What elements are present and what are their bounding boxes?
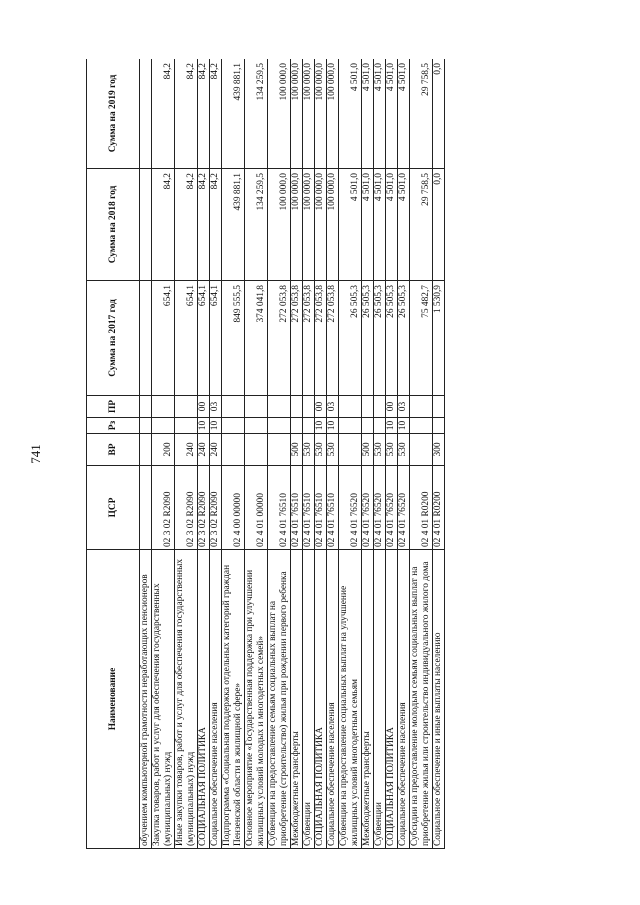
cell-pr: 03 (398, 396, 410, 418)
table-row (362, 59, 374, 849)
cell-2018: 439 881,1 (222, 169, 245, 281)
cell-2017: 272 053,8 (268, 281, 291, 396)
cell-pr: 00 (198, 396, 210, 418)
cell-2017: 26 505,3 (386, 281, 398, 396)
cell-2017 (140, 281, 152, 396)
cell-2018: 29 758,5 (410, 169, 433, 281)
cell-name: Межбюджетные трансферты (362, 550, 374, 849)
cell-2018: 4 501,0 (374, 169, 386, 281)
cell-name: Иные закупки товаров, работ и услуг для обеспечения государственных (муниципальных) нужд (175, 550, 198, 849)
cell-2018: 100 000,0 (315, 169, 327, 281)
cell-rz (222, 418, 245, 434)
cell-pr (245, 396, 268, 418)
cell-2019: 4 501,0 (362, 59, 374, 169)
cell-csr: 02 4 01 76510 (303, 466, 315, 550)
rotated-table-area (86, 59, 578, 849)
header-rz: Рз (87, 418, 140, 434)
header-pr: ПР (87, 396, 140, 418)
cell-2019: 84,2 (210, 59, 222, 169)
table-row (398, 59, 410, 849)
cell-pr (268, 396, 291, 418)
cell-vr: 240 (175, 434, 198, 466)
cell-2017: 374 041,8 (245, 281, 268, 396)
cell-rz (140, 418, 152, 434)
cell-csr: 02 3 02 R2090 (175, 466, 198, 550)
cell-rz (175, 418, 198, 434)
cell-2018: 100 000,0 (291, 169, 303, 281)
cell-2017: 75 482,7 (410, 281, 433, 396)
table-row (222, 59, 245, 849)
cell-rz (152, 418, 175, 434)
cell-2019: 439 881,1 (222, 59, 245, 169)
cell-rz (245, 418, 268, 434)
cell-rz: 10 (327, 418, 339, 434)
cell-csr: 02 4 01 R0200 (433, 466, 445, 550)
cell-pr: 03 (210, 396, 222, 418)
cell-name: Субвенции (303, 550, 315, 849)
cell-vr: 530 (398, 434, 410, 466)
cell-csr: 02 4 01 76510 (315, 466, 327, 550)
cell-pr: 00 (386, 396, 398, 418)
table-row (327, 59, 339, 849)
cell-2017: 26 505,3 (362, 281, 374, 396)
cell-pr (433, 396, 445, 418)
cell-vr (140, 434, 152, 466)
header-vr: ВР (87, 434, 140, 466)
cell-name: Межбюджетные трансферты (291, 550, 303, 849)
cell-2019: 4 501,0 (374, 59, 386, 169)
cell-vr: 530 (303, 434, 315, 466)
cell-name: Закупка товаров, работ и услуг для обеспечения государственных (муниципальных) нужд (152, 550, 175, 849)
cell-csr: 02 3 02 R2090 (210, 466, 222, 550)
cell-2017: 654,1 (175, 281, 198, 396)
cell-2019: 4 501,0 (339, 59, 362, 169)
cell-2018: 4 501,0 (339, 169, 362, 281)
cell-vr (222, 434, 245, 466)
header-2019: Сумма на 2019 год (87, 59, 140, 169)
cell-csr: 02 4 01 76520 (398, 466, 410, 550)
cell-2017: 654,1 (152, 281, 175, 396)
budget-table (86, 59, 445, 849)
cell-2019: 100 000,0 (327, 59, 339, 169)
cell-rz (362, 418, 374, 434)
cell-csr: 02 3 02 R2090 (198, 466, 210, 550)
cell-name: Социальное обеспечение населения (210, 550, 222, 849)
cell-pr: 00 (315, 396, 327, 418)
cell-pr (303, 396, 315, 418)
header-2018: Сумма на 2018 год (87, 169, 140, 281)
cell-2019: 84,2 (175, 59, 198, 169)
cell-vr (268, 434, 291, 466)
cell-2018: 84,2 (175, 169, 198, 281)
table-row (268, 59, 291, 849)
cell-2018 (140, 169, 152, 281)
cell-rz: 10 (386, 418, 398, 434)
cell-2018: 4 501,0 (362, 169, 374, 281)
cell-csr: 02 4 00 00000 (222, 466, 245, 550)
cell-2017: 272 053,8 (327, 281, 339, 396)
cell-name: Субвенции на предоставление семьям социальных выплат на приобретение (строительство) жилья при рождении первого ребенка (268, 550, 291, 849)
table-row (175, 59, 198, 849)
cell-2019: 4 501,0 (398, 59, 410, 169)
table-row (410, 59, 433, 849)
cell-csr: 02 4 01 R0200 (410, 466, 433, 550)
cell-rz (303, 418, 315, 434)
table-row (339, 59, 362, 849)
cell-name: СОЦИАЛЬНАЯ ПОЛИТИКА (198, 550, 210, 849)
cell-pr (339, 396, 362, 418)
cell-name: Основное мероприятие «Государственная поддержка при улучшении жилищных условий молодых и многодетных семей» (245, 550, 268, 849)
cell-rz: 10 (315, 418, 327, 434)
cell-2018: 4 501,0 (398, 169, 410, 281)
table-row (291, 59, 303, 849)
cell-rz: 10 (398, 418, 410, 434)
cell-2019: 100 000,0 (291, 59, 303, 169)
cell-2017: 26 505,3 (339, 281, 362, 396)
cell-rz: 10 (198, 418, 210, 434)
cell-pr: 03 (327, 396, 339, 418)
cell-2017: 26 505,3 (374, 281, 386, 396)
cell-2017: 849 555,5 (222, 281, 245, 396)
cell-2018: 100 000,0 (327, 169, 339, 281)
cell-rz (374, 418, 386, 434)
cell-pr (140, 396, 152, 418)
cell-vr: 200 (152, 434, 175, 466)
cell-csr: 02 4 01 76510 (268, 466, 291, 550)
cell-2019: 4 501,0 (386, 59, 398, 169)
cell-2018: 0,0 (433, 169, 445, 281)
cell-vr: 530 (315, 434, 327, 466)
cell-2018: 84,2 (152, 169, 175, 281)
cell-vr: 240 (210, 434, 222, 466)
cell-name: СОЦИАЛЬНАЯ ПОЛИТИКА (315, 550, 327, 849)
cell-2017: 272 053,8 (303, 281, 315, 396)
cell-2018: 100 000,0 (303, 169, 315, 281)
cell-2017: 272 053,8 (315, 281, 327, 396)
cell-pr (362, 396, 374, 418)
cell-vr: 530 (386, 434, 398, 466)
cell-name: обучением компьютерной грамотности неработающих пенсионеров (140, 550, 152, 849)
cell-2017: 1 530,9 (433, 281, 445, 396)
cell-2019: 29 758,5 (410, 59, 433, 169)
cell-vr: 500 (291, 434, 303, 466)
cell-vr: 530 (327, 434, 339, 466)
cell-csr: 02 4 01 76510 (327, 466, 339, 550)
cell-name: Социальное обеспечение и иные выплаты населению (433, 550, 445, 849)
table-row (245, 59, 268, 849)
cell-2019: 84,2 (198, 59, 210, 169)
cell-name: Социальное обеспечение населения (398, 550, 410, 849)
cell-csr (140, 466, 152, 550)
cell-csr: 02 4 01 76520 (374, 466, 386, 550)
cell-2018: 100 000,0 (268, 169, 291, 281)
table-header-row (87, 59, 140, 849)
cell-pr (374, 396, 386, 418)
cell-pr (175, 396, 198, 418)
cell-2017: 26 505,3 (398, 281, 410, 396)
header-csr: ЦСР (87, 466, 140, 550)
table-rotator (86, 59, 578, 849)
cell-csr: 02 4 01 76520 (339, 466, 362, 550)
cell-vr: 300 (433, 434, 445, 466)
cell-csr: 02 4 01 76520 (362, 466, 374, 550)
cell-vr (245, 434, 268, 466)
cell-2018: 4 501,0 (386, 169, 398, 281)
cell-name: Субвенции (374, 550, 386, 849)
cell-2018: 84,2 (198, 169, 210, 281)
cell-name: Субвенции на предоставление социальных выплат на улучшение жилищных условий многодетным семьям (339, 550, 362, 849)
cell-2019: 100 000,0 (315, 59, 327, 169)
cell-pr (152, 396, 175, 418)
table-row (198, 59, 210, 849)
table-row (374, 59, 386, 849)
cell-pr (410, 396, 433, 418)
cell-name: Социальное обеспечение населения (327, 550, 339, 849)
cell-2019 (140, 59, 152, 169)
cell-2019: 84,2 (152, 59, 175, 169)
cell-csr: 02 4 01 76520 (386, 466, 398, 550)
table-row (433, 59, 445, 849)
table-row (315, 59, 327, 849)
header-2017: Сумма на 2017 год (87, 281, 140, 396)
cell-csr: 02 4 01 00000 (245, 466, 268, 550)
cell-2017: 654,1 (210, 281, 222, 396)
cell-vr: 530 (374, 434, 386, 466)
cell-name: СОЦИАЛЬНАЯ ПОЛИТИКА (386, 550, 398, 849)
page-number: 741 (28, 444, 43, 464)
cell-pr (291, 396, 303, 418)
cell-2019: 100 000,0 (268, 59, 291, 169)
cell-name: Субсидии на предоставление молодым семьям социальных выплат на приобретение жилья или строительство индивидуального жилого дома (410, 550, 433, 849)
cell-2018: 84,2 (210, 169, 222, 281)
cell-vr: 240 (198, 434, 210, 466)
cell-csr: 02 3 02 R2090 (152, 466, 175, 550)
cell-2018: 134 259,5 (245, 169, 268, 281)
table-row (303, 59, 315, 849)
cell-vr: 500 (362, 434, 374, 466)
cell-csr: 02 4 01 76510 (291, 466, 303, 550)
cell-pr (222, 396, 245, 418)
cell-rz (339, 418, 362, 434)
cell-2019: 134 259,5 (245, 59, 268, 169)
cell-name: Подпрограмма «Социальная поддержка отдельных категорий граждан Пензенской области в жилищной сфере» (222, 550, 245, 849)
table-row (210, 59, 222, 849)
cell-2017: 272 053,8 (291, 281, 303, 396)
cell-2017: 654,1 (198, 281, 210, 396)
cell-vr (410, 434, 433, 466)
cell-2019: 100 000,0 (303, 59, 315, 169)
table-row (152, 59, 175, 849)
cell-rz (410, 418, 433, 434)
header-name: Наименование (87, 550, 140, 849)
cell-2019: 0,0 (433, 59, 445, 169)
table-row (386, 59, 398, 849)
cell-rz (291, 418, 303, 434)
table-row (140, 59, 152, 849)
cell-rz (433, 418, 445, 434)
cell-vr (339, 434, 362, 466)
cell-rz (268, 418, 291, 434)
cell-rz: 10 (210, 418, 222, 434)
